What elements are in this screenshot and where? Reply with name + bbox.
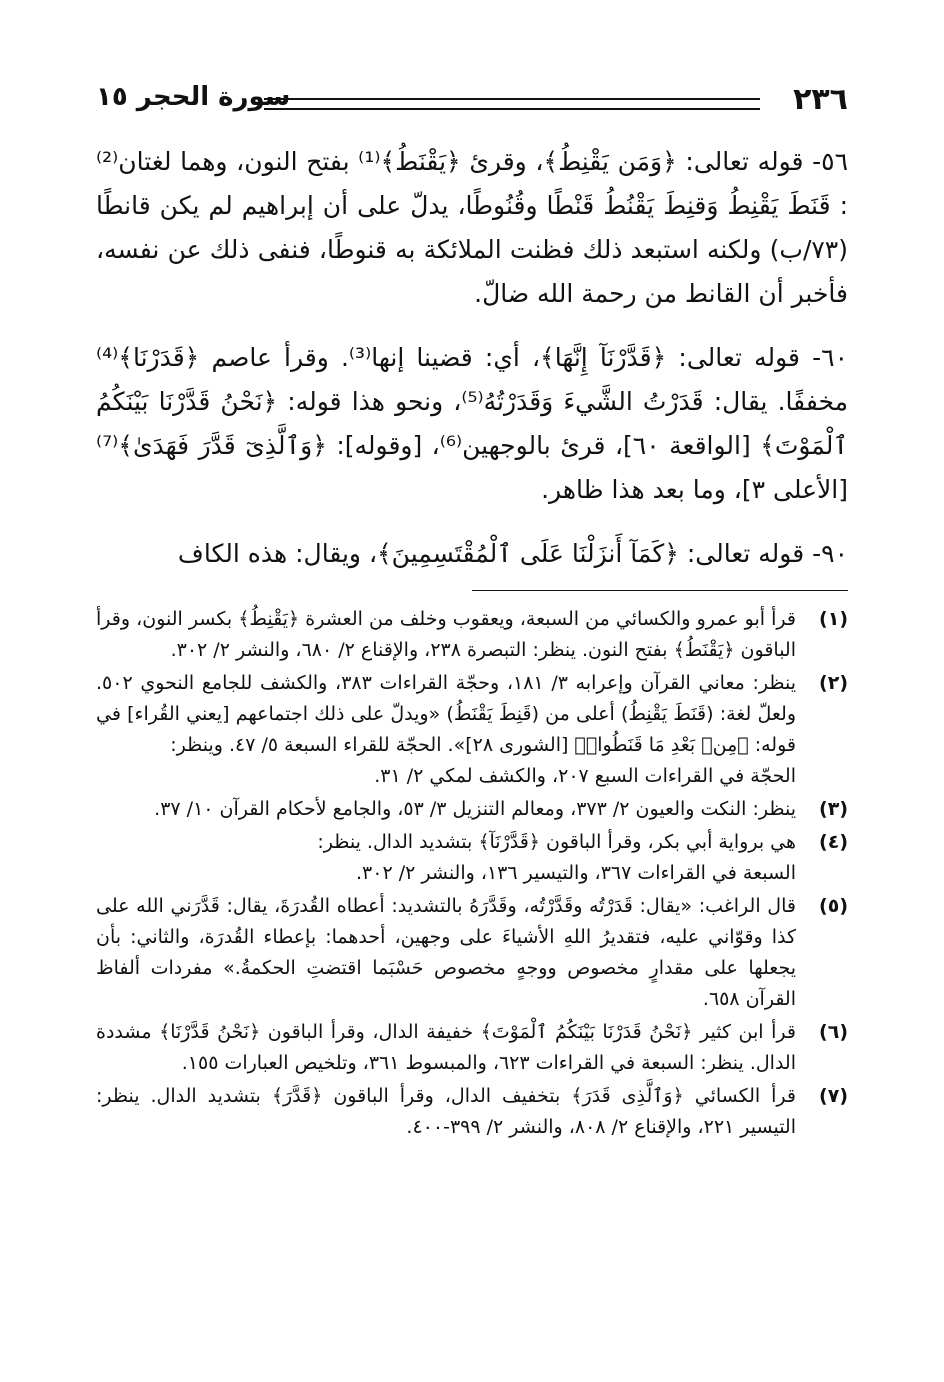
footnote-text: قرأ ابن كثير ﴿نَحْنُ قَدَرْنَا بَيْنَكُمُ ٱلْمَوْتَ﴾ خفيفة الدال، وقرأ الباقون ﴿نَحْنُ قَدَّرْنَا﴾ مشددة الدال. ينظر: السبعة في القراءات ٦٢٣، والمبسوط ٣٦١، وتلخيص العبارات ١٥٥. xyxy=(96,1021,796,1074)
footnote-text-part: ينظر: معاني القرآن وإعرابه ٣/ ١٨١، وحجّة القراءات ٣٨٣، والكشف للجامع النحوي ٥٠٢. ولعلّ لغة: (قَنَطَ يَقْنِطُ) أعلى من (قَنِطَ يَقْنَطُ) «ويدلّ على ذلك اجتماعهم [يعني القُراء] في قوله: ﴿مِنۢ بَعْدِ مَا قَنَطُوا۟﴾ [الشورى ٢٨]». الحجّة للقراء السبعة ٥/ ٤٧. وينظر: xyxy=(96,672,796,756)
footnote-number: (٥) xyxy=(819,895,848,917)
footnote-text: قرأ الكسائي ﴿وَٱلَّذِى قَدَرَ﴾ بتخفيف الدال، وقرأ الباقون ﴿قَدَّرَ﴾ بتشديد الدال. ينظر: التيسير ٢٢١، والإقناع ٢/ ٨٠٨، والنشر ٢/ ٣٩٩-٤٠٠. xyxy=(96,1085,796,1138)
footnote-number: (٧) xyxy=(819,1085,848,1107)
footnote-text: ينظر: النكت والعيون ٢/ ٣٧٣، ومعالم التنزيل ٣/ ٥٣، والجامع لأحكام القرآن ١٠/ ٣٧. xyxy=(154,798,796,820)
footnote-3 xyxy=(96,794,848,825)
page-header xyxy=(96,82,848,122)
surah-title: سورة الحجر ١٥ xyxy=(96,82,291,112)
footnote-7 xyxy=(96,1081,848,1143)
footnote-1 xyxy=(96,604,848,666)
footnote-text: قرأ أبو عمرو والكسائي من السبعة، ويعقوب وخلف من العشرة ﴿يَقْنِطُ﴾ بكسر النون، وقرأ الباقون ﴿يَقْنَطُ﴾ بفتح النون. ينظر: التبصرة ٢٣٨، والإقناع ٢/ ٦٨٠، والنشر ٢/ ٣٠٢. xyxy=(96,608,796,661)
paragraph-verse-60: ٦٠- قوله تعالى: ﴿قَدَّرْنَآ إِنَّهَا﴾، أي: قضينا إنها⁽³⁾. وقرأ عاصم ﴿قَدَرْنَا﴾⁽⁴⁾ مخففًا. يقال: قَدَرْتُ الشَّيءَ وَقَدَرْتُهُ⁽⁵⁾، ونحو هذا قوله: ﴿نَحْنُ قَدَّرْنَا بَيْنَكُمُ ٱلْمَوْتَ﴾ [الواقعة ٦٠]، قرئ بالوجهين⁽⁶⁾، [وقوله]: ﴿وَٱلَّذِىٓ قَدَّرَ فَهَدَىٰ﴾⁽⁷⁾ [الأعلى ٣]، وما بعد هذا ظاهر. xyxy=(96,343,849,504)
paragraph-verse-90: ٩٠- قوله تعالى: ﴿كَمَآ أَنزَلْنَا عَلَى ٱلْمُقْتَسِمِينَ﴾، ويقال: هذه الكاف xyxy=(177,539,848,568)
footnote-number: (٢) xyxy=(819,672,848,694)
footnote-5 xyxy=(96,891,848,1015)
main-text xyxy=(96,140,848,596)
footnote-text-part: الحجّة في القراءات السبع ٢٠٧، والكشف لمكي ٢/ ٣١. xyxy=(374,765,796,787)
footnote-number: (٦) xyxy=(819,1021,848,1043)
paragraph-verse-56: ٥٦- قوله تعالى: ﴿وَمَن يَقْنِطُ﴾، وقرئ ﴿يَقْنَطُ﴾⁽¹⁾ بفتح النون، وهما لغتان⁽²⁾ : قَنَطَ يَقْنِطُ وَقنِطَ يَقْنُطُ قَنْطًا وقُنُوطًا، يدلّ على أن إبراهيم لم يكن قانطًا (٧٣/ب) ولكنه استبعد ذلك فظنت الملائكة به قنوطًا، فنفى ذلك عن نفسه، فأخبر أن القانط من رحمة الله ضالّ. xyxy=(96,147,848,308)
footnote-text xyxy=(96,668,796,792)
footnote-6 xyxy=(96,1017,848,1079)
page-number: ٢٣٦ xyxy=(793,82,848,117)
footnote-4 xyxy=(96,827,848,889)
footnote-text-part: هي برواية أبي بكر، وقرأ الباقون ﴿قَدَّرْنَآ﴾ بتشديد الدال. ينظر: xyxy=(317,831,796,853)
footnote-number: (٣) xyxy=(819,798,848,820)
footnotes xyxy=(96,604,848,1145)
footnote-separator xyxy=(472,590,848,591)
header-double-rule xyxy=(264,98,760,110)
footnote-2 xyxy=(96,668,848,792)
footnote-number: (٤) xyxy=(819,831,848,853)
footnote-text-part: السبعة في القراءات ٣٦٧، والتيسير ١٣٦، والنشر ٢/ ٣٠٢. xyxy=(356,862,796,884)
footnote-text xyxy=(96,827,796,889)
footnote-text: قال الراغب: «يقال: قَدَرْتُه وقَدَّرْتُه، وقَدَّرَهُ بالتشديد: أعطاه القُدرَةَ، يقال: قَدَّرَني الله على كذا وقوّاني عليه، فتقديرُ اللهِ الأشياءَ على وجهين، أحدهما: بإعطاء القُدرَة، والثاني: بأن يجعلها على مقدارٍ مخصوص ووجهٍ مخصوص حَسْبَما اقتضتِ الحكمةُ.» مفردات ألفاظ القرآن ٦٥٨. xyxy=(96,895,796,1010)
footnote-number: (١) xyxy=(819,608,848,630)
